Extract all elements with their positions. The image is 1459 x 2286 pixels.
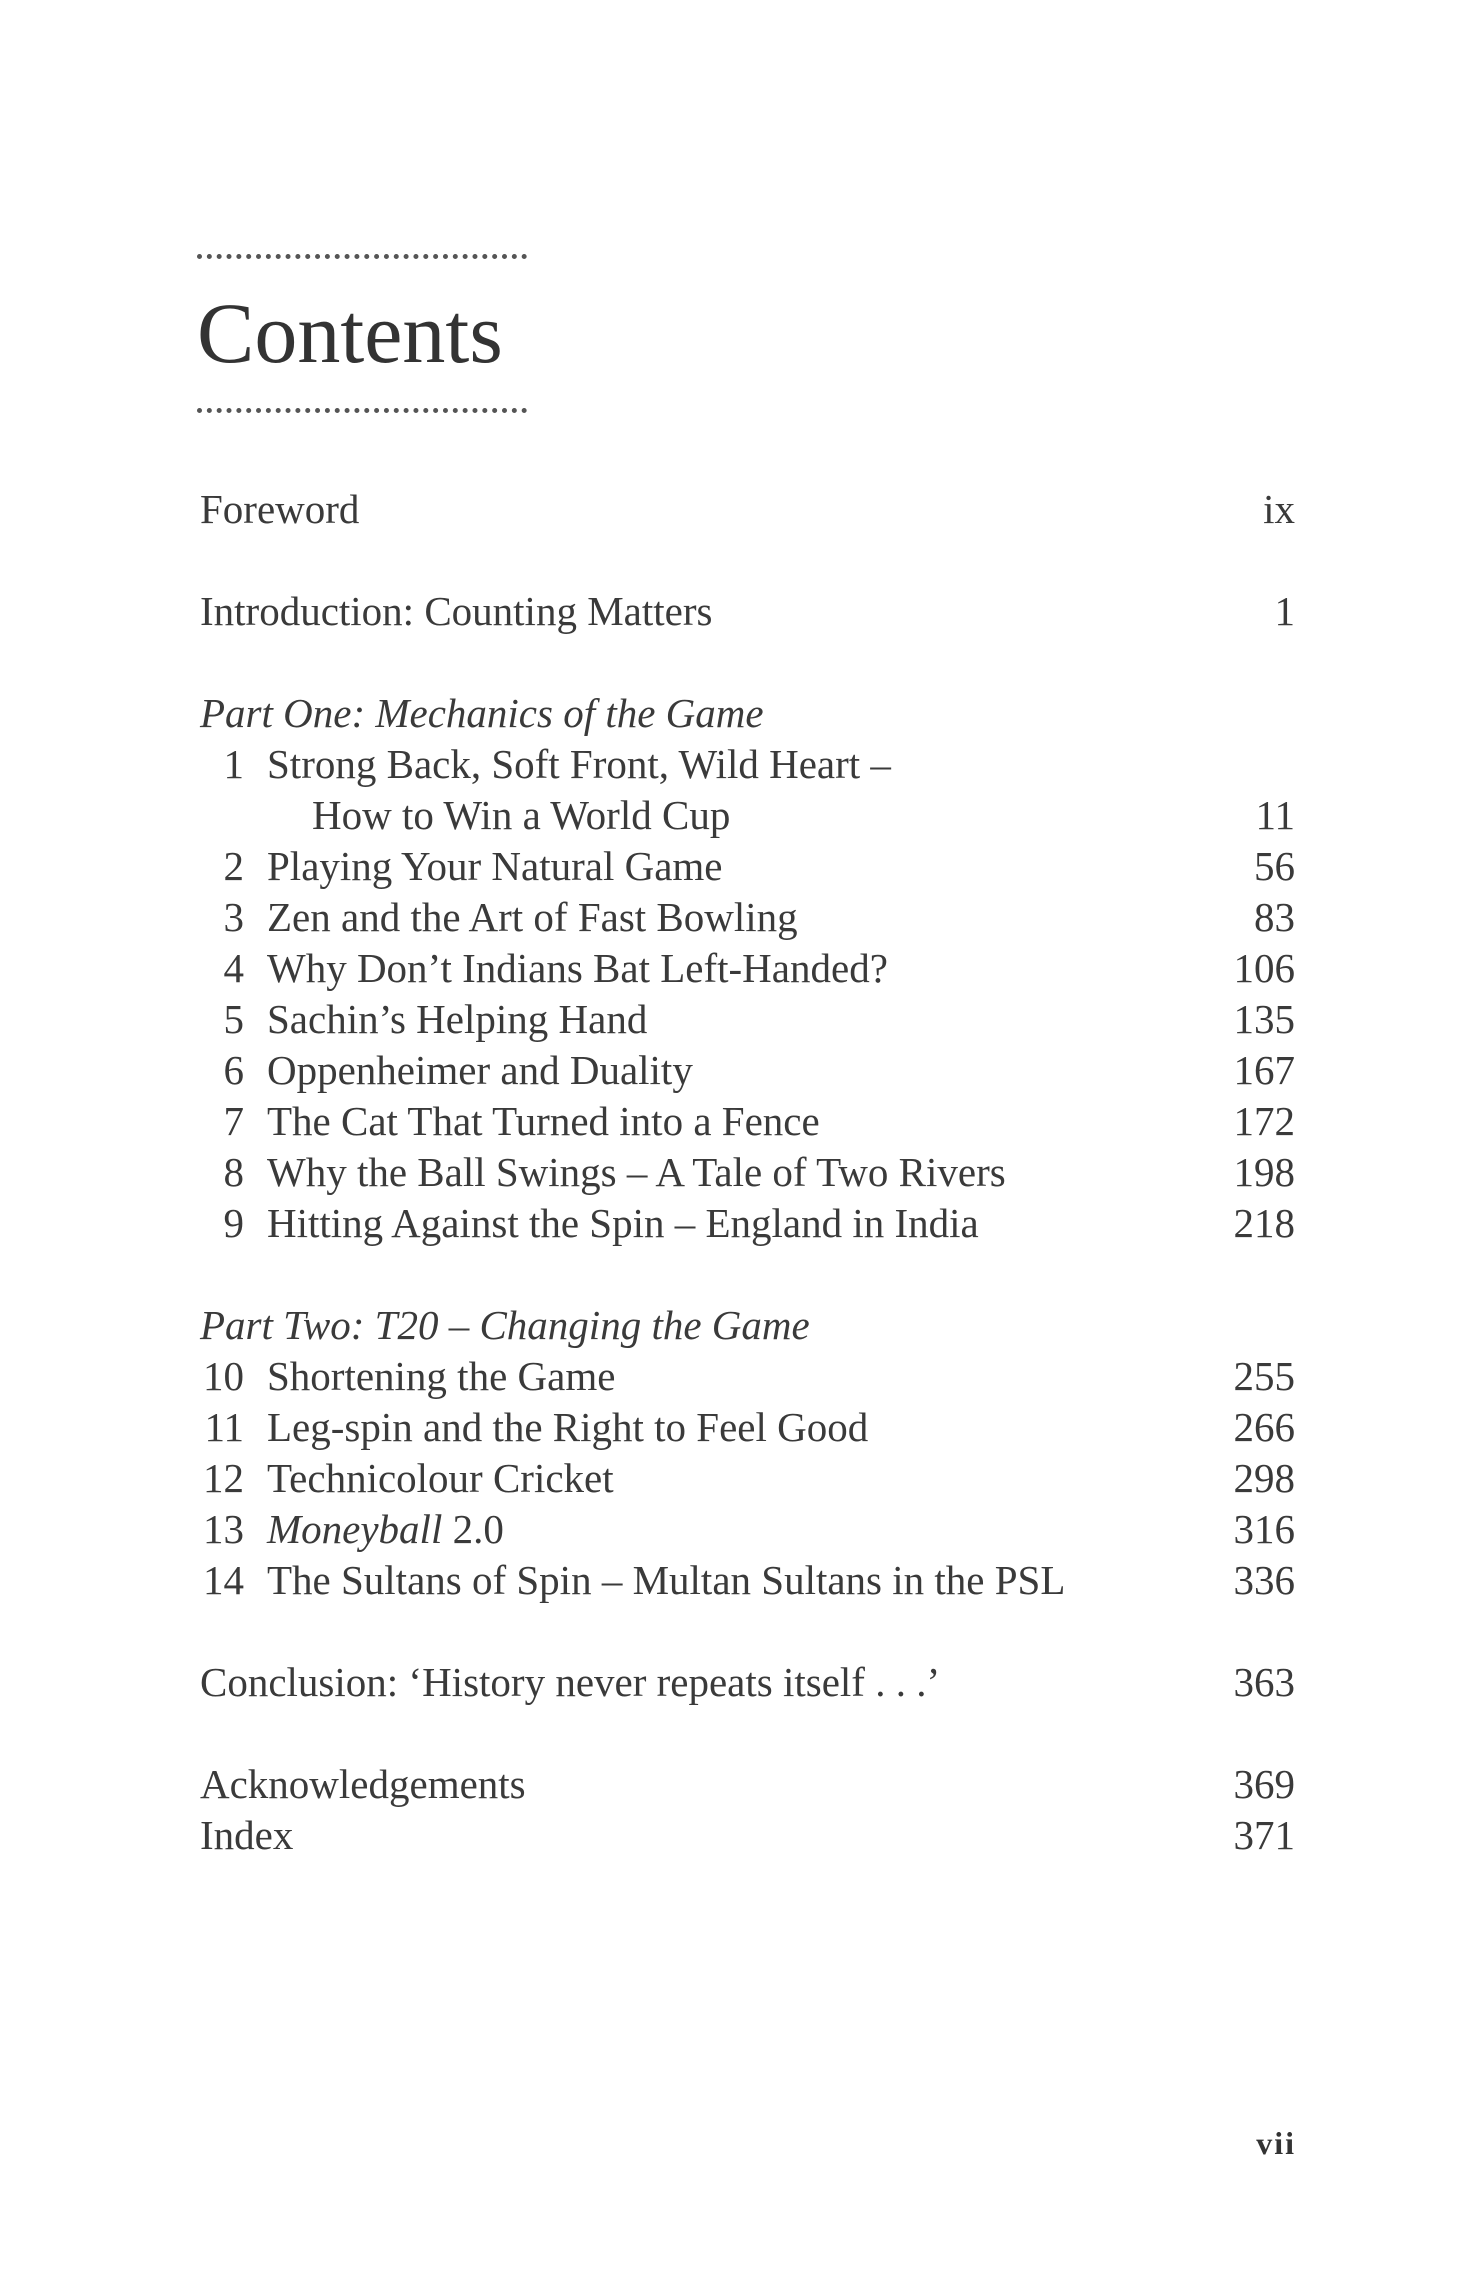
chapter-title: Sachin’s Helping Hand <box>267 996 648 1042</box>
chapter-title: Hitting Against the Spin – England in India <box>267 1200 979 1246</box>
entry-page: 135 <box>1233 996 1295 1042</box>
toc-chapter-1-continuation <box>200 789 1295 841</box>
chapter-number: 4 <box>223 945 244 991</box>
entry-page: 369 <box>1233 1761 1295 1807</box>
toc-chapter-14 <box>200 1554 1295 1606</box>
entry-label: Introduction: Counting Matters <box>200 588 713 634</box>
chapter-title: Leg-spin and the Right to Feel Good <box>267 1404 869 1450</box>
toc-entry-index <box>200 1809 1295 1861</box>
chapter-title: Oppenheimer and Duality <box>267 1047 693 1093</box>
toc-chapter-5 <box>200 993 1295 1045</box>
entry-page: 371 <box>1233 1812 1295 1858</box>
chapter-number: 8 <box>223 1149 244 1195</box>
toc-chapter-8 <box>200 1146 1295 1198</box>
entry-page: ix <box>1263 486 1295 532</box>
entry-label: Acknowledgements <box>200 1761 526 1807</box>
page-title: Contents <box>197 285 503 381</box>
entry-page: 255 <box>1233 1353 1295 1399</box>
chapter-number: 12 <box>203 1455 244 1501</box>
toc-chapter-10 <box>200 1350 1295 1402</box>
entry-label: Conclusion: ‘History never repeats itself . . .’ <box>200 1659 941 1705</box>
entry-label: Foreword <box>200 486 360 532</box>
entry-page: 363 <box>1233 1659 1295 1705</box>
entry-page: 316 <box>1233 1506 1295 1552</box>
chapter-number: 7 <box>223 1098 244 1144</box>
toc-chapter-2 <box>200 840 1295 892</box>
entry-page: 198 <box>1233 1149 1295 1195</box>
chapter-title: Zen and the Art of Fast Bowling <box>267 894 798 940</box>
toc-chapter-9 <box>200 1197 1295 1249</box>
toc-entry-foreword <box>200 483 1295 535</box>
chapter-title-continuation: How to Win a World Cup <box>312 792 731 838</box>
title-rule-top <box>197 254 527 259</box>
toc-entry-introduction <box>200 585 1295 637</box>
chapter-number: 2 <box>223 843 244 889</box>
page-number: vii <box>1256 2125 1296 2161</box>
toc-entry-acknowledgements <box>200 1758 1295 1810</box>
chapter-number: 5 <box>223 996 244 1042</box>
chapter-title: Shortening the Game <box>267 1353 616 1399</box>
chapter-title-rest: 2.0 <box>442 1506 504 1552</box>
entry-label: Index <box>200 1812 294 1858</box>
chapter-title: Why Don’t Indians Bat Left-Handed? <box>267 945 888 991</box>
toc-chapter-7 <box>200 1095 1295 1147</box>
entry-page: 11 <box>1255 792 1295 838</box>
part-one-heading <box>200 687 1295 739</box>
toc-chapter-3 <box>200 891 1295 943</box>
toc-chapter-13 <box>200 1503 1295 1555</box>
toc-chapter-12 <box>200 1452 1295 1504</box>
chapter-number: 13 <box>203 1506 244 1552</box>
toc-chapter-1 <box>200 738 1295 790</box>
chapter-number: 1 <box>223 741 244 787</box>
chapter-title: Playing Your Natural Game <box>267 843 723 889</box>
chapter-title: The Cat That Turned into a Fence <box>267 1098 820 1144</box>
chapter-number: 14 <box>203 1557 244 1603</box>
entry-page: 56 <box>1254 843 1295 889</box>
title-rule-bottom <box>197 408 527 413</box>
chapter-number: 10 <box>203 1353 244 1399</box>
part-two-heading <box>200 1299 1295 1351</box>
part-heading-label: Part Two: T20 – Changing the Game <box>200 1302 810 1348</box>
chapter-number: 3 <box>223 894 244 940</box>
entry-page: 298 <box>1233 1455 1295 1501</box>
entry-page: 106 <box>1233 945 1295 991</box>
chapter-number: 11 <box>204 1404 244 1450</box>
entry-page: 83 <box>1254 894 1295 940</box>
toc-chapter-6 <box>200 1044 1295 1096</box>
entry-page: 1 <box>1274 588 1295 634</box>
toc-chapter-4 <box>200 942 1295 994</box>
entry-page: 172 <box>1233 1098 1295 1144</box>
entry-page: 218 <box>1233 1200 1295 1246</box>
chapter-title: Technicolour Cricket <box>267 1455 614 1501</box>
entry-page: 336 <box>1233 1557 1295 1603</box>
chapter-title: Strong Back, Soft Front, Wild Heart – <box>267 741 891 787</box>
chapter-title: The Sultans of Spin – Multan Sultans in the PSL <box>267 1557 1066 1603</box>
toc-entry-conclusion <box>200 1656 1295 1708</box>
chapter-number: 6 <box>223 1047 244 1093</box>
chapter-title: Why the Ball Swings – A Tale of Two Rivers <box>267 1149 1006 1195</box>
toc-chapter-11 <box>200 1401 1295 1453</box>
chapter-title-italic: Moneyball <box>267 1506 443 1552</box>
chapter-number: 9 <box>223 1200 244 1246</box>
entry-page: 167 <box>1233 1047 1295 1093</box>
chapter-title <box>267 1503 504 1555</box>
entry-page: 266 <box>1233 1404 1295 1450</box>
part-heading-label: Part One: Mechanics of the Game <box>200 690 764 736</box>
